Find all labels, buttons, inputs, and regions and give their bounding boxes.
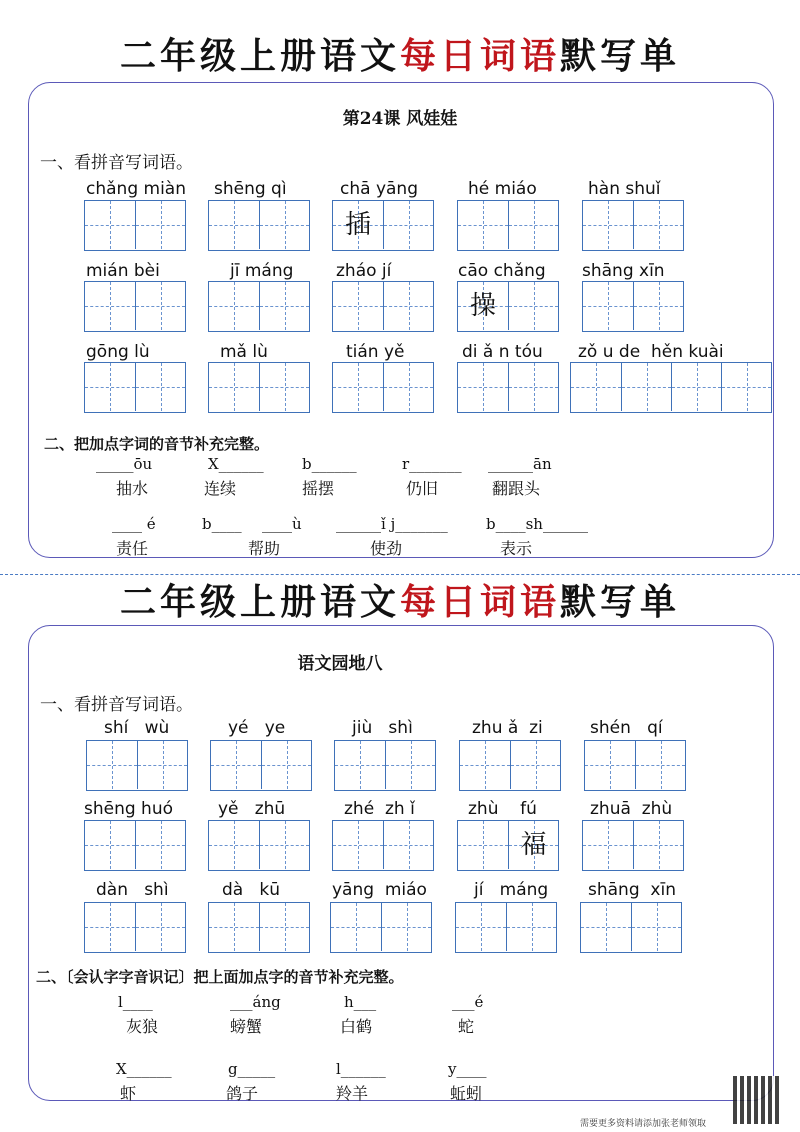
writing-grid[interactable]: [334, 740, 436, 791]
dotted-word: 蛇: [458, 1017, 475, 1036]
fill-blank[interactable]: l______: [336, 1060, 386, 1078]
fill-blank[interactable]: X______: [208, 455, 264, 473]
dotted-word: 使劲: [370, 539, 403, 558]
writing-grid[interactable]: [208, 902, 310, 953]
pinyin: dà kū: [222, 880, 281, 900]
fill-blank[interactable]: h___: [344, 993, 377, 1011]
writing-grid[interactable]: [332, 362, 434, 413]
writing-grid[interactable]: [332, 820, 434, 871]
fill-blank[interactable]: ______ān: [488, 455, 552, 473]
qr-code-icon: [733, 1076, 781, 1124]
writing-grid[interactable]: [582, 281, 684, 332]
dotted-word: 鸽子: [226, 1084, 259, 1103]
sheet1-lesson-title: 第24课 风娃娃: [342, 109, 458, 129]
writing-grid[interactable]: [84, 200, 186, 251]
dotted-word: 翻跟头: [492, 479, 541, 498]
dotted-word: 仍旧: [406, 479, 439, 498]
fill-blank[interactable]: ______ǐ j_______: [336, 515, 448, 533]
writing-grid[interactable]: [84, 902, 186, 953]
writing-grid[interactable]: [455, 902, 557, 953]
writing-grid[interactable]: [208, 200, 310, 251]
sheet2-lesson-title: 语文园地八: [297, 654, 383, 674]
writing-grid[interactable]: [457, 281, 559, 332]
dotted-word: 帮助: [248, 539, 281, 558]
sheet2-title: 二年级上册语文每日词语默写单: [119, 581, 681, 623]
sheet2-section1-heading: 一、看拼音写词语。: [40, 695, 193, 715]
fill-blank[interactable]: l____: [118, 993, 153, 1011]
pinyin: jiù shì: [352, 718, 413, 738]
pinyin: tián yě: [346, 342, 405, 362]
writing-grid[interactable]: [84, 281, 186, 332]
sheet2-section2-heading: 二、〔会认字字音识记〕把上面加点字的音节补充完整。: [36, 968, 404, 986]
fill-blank[interactable]: b____: [202, 515, 242, 533]
dotted-word: 连续: [204, 479, 237, 498]
writing-grid[interactable]: [332, 200, 434, 251]
writing-grid[interactable]: [208, 281, 310, 332]
pinyin: zhé zh ǐ: [344, 799, 415, 819]
fill-blank[interactable]: b____sh______: [486, 515, 588, 533]
dotted-word: 羚羊: [336, 1084, 369, 1103]
sheet1-section1-heading: 一、看拼音写词语。: [40, 153, 193, 173]
dotted-word: 虾: [120, 1084, 137, 1103]
hint-character: 操: [469, 291, 496, 321]
writing-grid[interactable]: [332, 281, 434, 332]
pinyin: dàn shì: [96, 880, 169, 900]
writing-grid[interactable]: [457, 200, 559, 251]
writing-grid[interactable]: [330, 902, 432, 953]
pinyin: shēng huó: [84, 799, 174, 819]
pinyin: mǎ lù: [220, 342, 268, 362]
sheet1-title: 二年级上册语文每日词语默写单: [119, 35, 681, 77]
pinyin: shēng qì: [214, 179, 287, 199]
pinyin: zhù fú: [468, 799, 537, 819]
dotted-word: 蚯蚓: [450, 1084, 483, 1103]
pinyin: shāng xīn: [582, 261, 665, 281]
pinyin: zhuā zhù: [590, 799, 673, 819]
writing-grid[interactable]: [84, 362, 186, 413]
pinyin: yé ye: [228, 718, 286, 738]
pinyin: jí máng: [474, 880, 549, 900]
writing-grid[interactable]: [580, 902, 682, 953]
fill-blank[interactable]: ____ é: [112, 515, 156, 533]
fill-blank[interactable]: b______: [302, 455, 357, 473]
writing-grid[interactable]: [457, 820, 559, 871]
cut-line-divider: [0, 574, 800, 575]
dotted-word: 摇摆: [302, 479, 335, 498]
writing-grid[interactable]: [210, 740, 312, 791]
fill-blank[interactable]: ___é: [452, 993, 484, 1011]
writing-grid[interactable]: [84, 820, 186, 871]
writing-grid[interactable]: [582, 820, 684, 871]
pinyin: shén qí: [590, 718, 663, 738]
fill-blank[interactable]: r_______: [402, 455, 462, 473]
pinyin: mián bèi: [86, 261, 160, 281]
pinyin: chǎng miàn: [86, 179, 186, 199]
dotted-word: 灰狼: [126, 1017, 159, 1036]
writing-grid[interactable]: [582, 200, 684, 251]
pinyin: chā yāng: [340, 179, 418, 199]
writing-grid[interactable]: [459, 740, 561, 791]
pinyin: yāng miáo: [332, 880, 427, 900]
dotted-word: 责任: [116, 539, 149, 558]
pinyin: hé miáo: [468, 179, 537, 199]
fill-blank[interactable]: X______: [116, 1060, 172, 1078]
fill-blank[interactable]: y____: [448, 1060, 487, 1078]
dotted-word: 抽水: [116, 479, 149, 498]
hint-character: 福: [520, 830, 547, 860]
writing-grid[interactable]: [86, 740, 188, 791]
writing-grid[interactable]: [457, 362, 559, 413]
pinyin: jī máng: [230, 261, 294, 281]
fill-blank[interactable]: ____ù: [262, 515, 302, 533]
pinyin: cāo chǎng: [458, 261, 546, 281]
writing-grid[interactable]: [208, 362, 310, 413]
writing-grid[interactable]: [208, 820, 310, 871]
hint-character: 插: [344, 210, 371, 240]
pinyin: yě zhū: [218, 799, 286, 819]
dotted-word: 表示: [500, 539, 533, 558]
sheet1-section2-heading: 二、把加点字词的音节补充完整。: [44, 435, 270, 453]
footer-note: 需要更多资料请添加张老师领取: [580, 1119, 707, 1129]
pinyin: zhu ǎ zi: [472, 718, 543, 738]
dotted-word: 螃蟹: [230, 1017, 263, 1036]
pinyin: shí wù: [104, 718, 170, 738]
fill-blank[interactable]: g_____: [228, 1060, 276, 1078]
fill-blank[interactable]: _____ōu: [96, 455, 153, 473]
pinyin: gōng lù: [86, 342, 150, 362]
pinyin: zǒ u de hěn kuài: [578, 342, 724, 362]
dotted-word: 白鹤: [340, 1017, 373, 1036]
writing-grid[interactable]: [570, 362, 772, 413]
pinyin: hàn shuǐ: [588, 179, 661, 199]
pinyin: di ǎ n tóu: [462, 342, 543, 362]
fill-blank[interactable]: ___áng: [230, 993, 281, 1011]
pinyin: zháo jí: [336, 261, 392, 281]
writing-grid[interactable]: [584, 740, 686, 791]
pinyin: shāng xīn: [588, 880, 676, 900]
